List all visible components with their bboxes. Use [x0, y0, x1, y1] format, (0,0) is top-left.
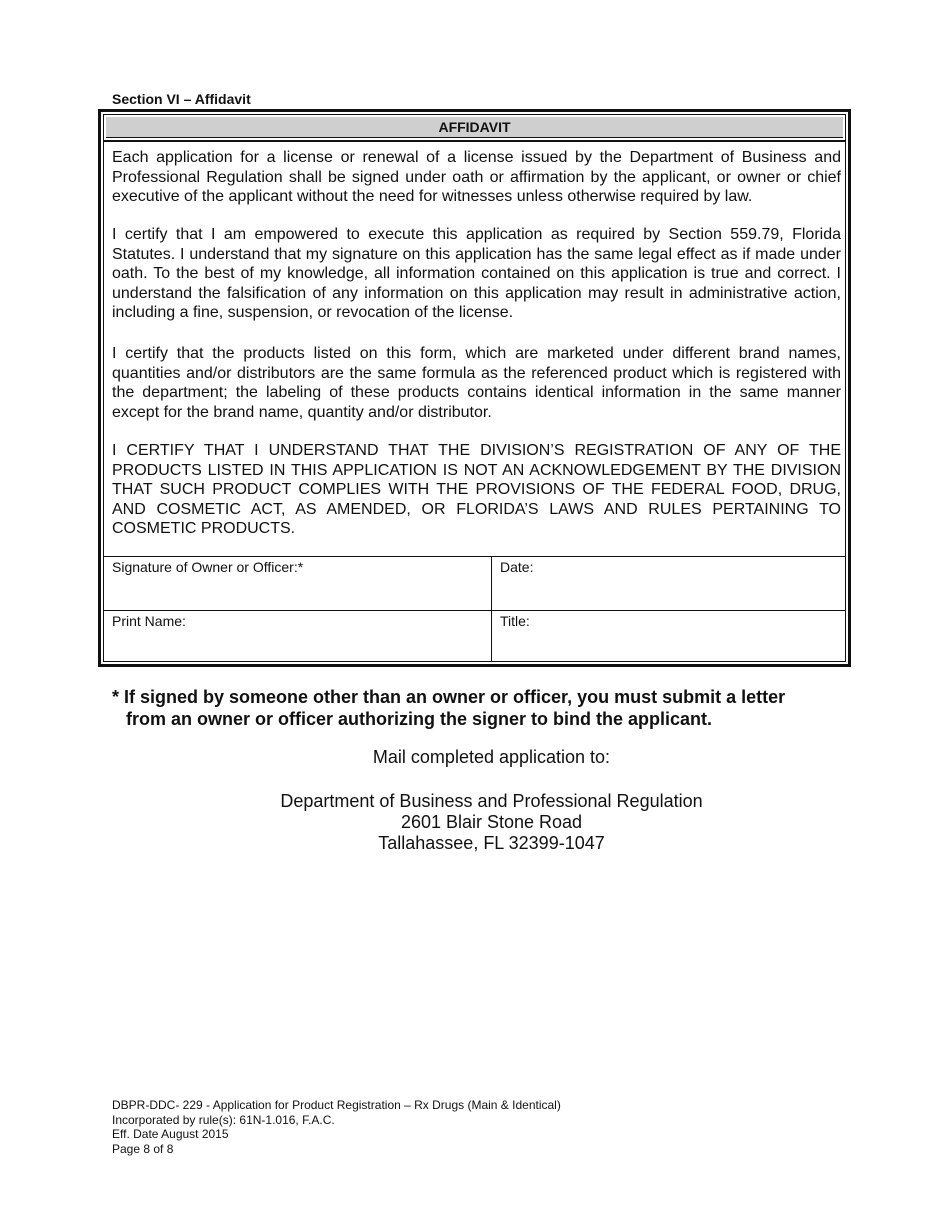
signature-label: Signature of Owner or Officer:*: [112, 559, 304, 575]
date-label: Date:: [500, 559, 534, 575]
section-title: Section VI – Affidavit: [112, 91, 251, 107]
footer-form-id: DBPR-DDC- 229 - Application for Product Registration – Rx Drugs (Main & Identical): [112, 1098, 561, 1112]
affidavit-inner: [103, 114, 846, 662]
mail-address-line-3: Tallahassee, FL 32399-1047: [378, 833, 605, 853]
signer-note-line-1: * If signed by someone other than an owner or officer, you must submit a letter: [112, 687, 786, 707]
footer-page-number: Page 8 of 8: [112, 1141, 174, 1156]
affidavit-box: [98, 109, 851, 667]
signer-note-line-2: from an owner or officer authorizing the signer to bind the applicant.: [126, 709, 713, 729]
date-field[interactable]: [492, 557, 845, 611]
footer-eff-date: Eff. Date August 2015: [112, 1127, 229, 1141]
print-name-field[interactable]: [104, 611, 492, 661]
mail-label: Mail completed application to:: [372, 747, 611, 767]
signature-field[interactable]: [104, 557, 492, 611]
signer-note: [112, 686, 832, 730]
affidavit-paragraph-2: I certify that I am empowered to execute this application as required by Section 559.79, Florida Statutes. I understand that my signature on this application has the same legal effect as if made under oath. To the best of my knowledge, all information contained on this application is true and correct. I understand the falsification of any information on this application may result in administrative action, including a fine, suspension, or revocation of the license.: [112, 226, 841, 322]
title-label: Title:: [500, 613, 530, 629]
affidavit-paragraph-4: I CERTIFY THAT I UNDERSTAND THAT THE DIVISION’S REGISTRATION OF ANY OF THE PRODUCTS LISTED IN THIS APPLICATION IS NOT AN ACKNOWLEDGEMENT BY THE DIVISION THAT SUCH PRODUCT COMPLIES WITH THE PROVISIONS OF THE FEDERAL FOOD, DRUG, AND COSMETIC ACT, AS AMENDED, OR FLORIDA’S LAWS AND RULES PERTAINING TO COSMETIC PRODUCTS.: [112, 442, 841, 538]
footer-rule: Incorporated by rule(s): 61N-1.016, F.A.C.: [112, 1112, 335, 1127]
print-name-label: Print Name:: [112, 613, 186, 629]
affidavit-paragraph-3: I certify that the products listed on this form, which are marketed under different brand names, quantities and/or distributors are the same formula as the referenced product which is registered with the department; the labeling of these products contains identical information in the same manner except for the brand name, quantity and/or distributor.: [112, 345, 841, 421]
mail-address-line-2: 2601 Blair Stone Road: [400, 812, 583, 832]
title-field[interactable]: [492, 611, 845, 661]
affidavit-header: AFFIDAVIT: [106, 117, 843, 138]
header-divider: [104, 140, 845, 142]
mail-address-line-1: Department of Business and Professional Regulation: [280, 791, 703, 811]
signature-table: [104, 556, 845, 661]
form-footer: [112, 1098, 561, 1156]
affidavit-paragraph-1: Each application for a license or renewal of a license issued by the Department of Business and Professional Regulation shall be signed under oath or affirmation by the applicant, or owner or chief executive of the applicant without the need for witnesses unless otherwise required by law.: [112, 149, 841, 206]
